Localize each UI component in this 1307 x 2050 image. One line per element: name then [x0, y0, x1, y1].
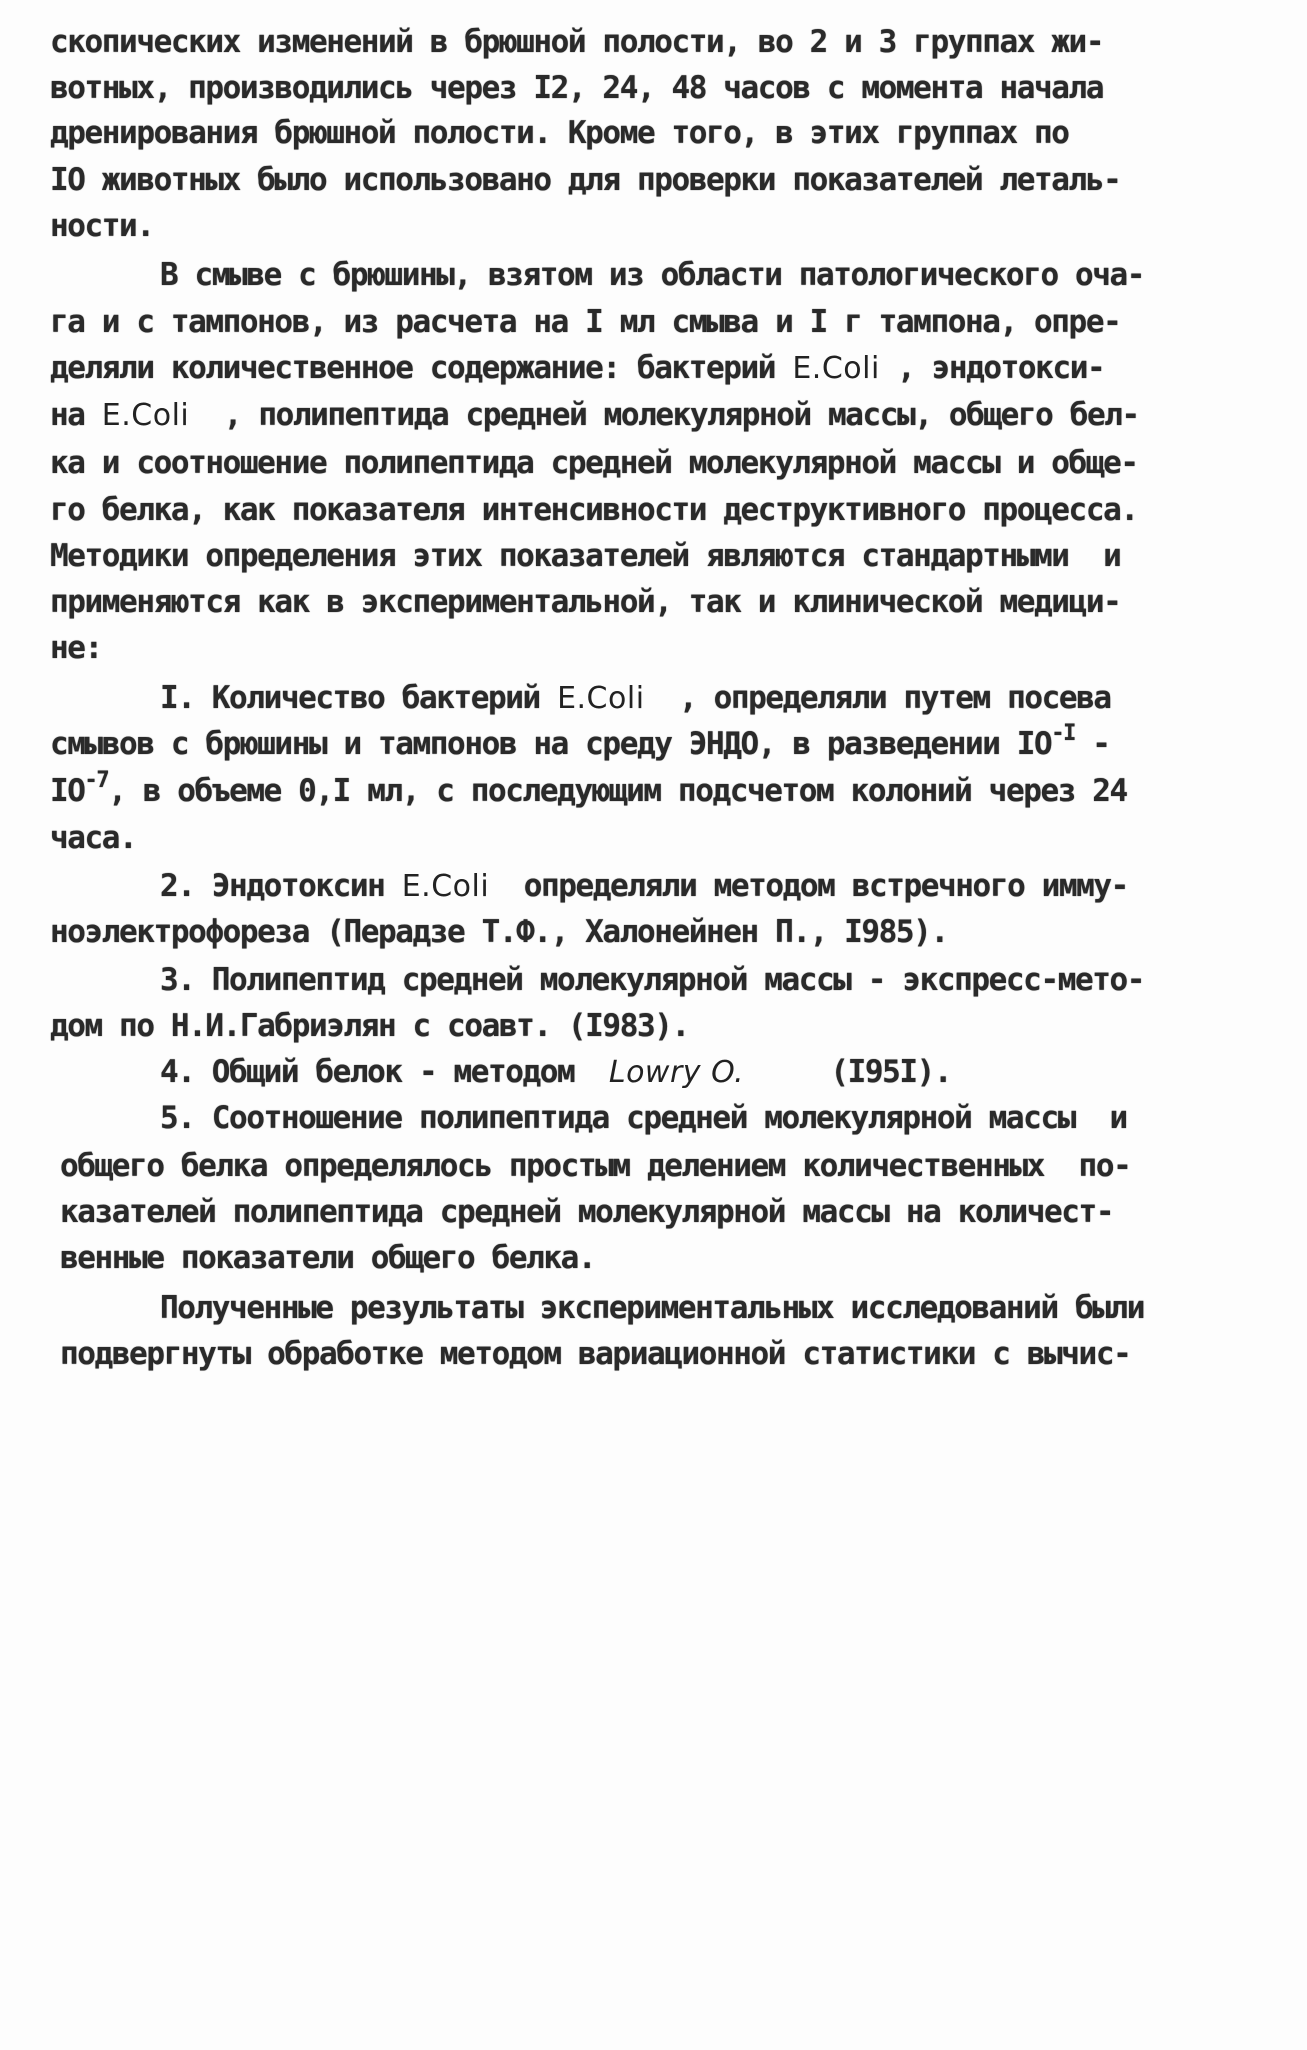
text-line: не:: [50, 630, 102, 666]
text-fragment: , эндотокси-: [879, 350, 1105, 386]
text-line: Полученные результаты экспериментальных исследований были: [160, 1290, 1145, 1326]
text-fragment: 2. Эндотоксин: [160, 868, 402, 904]
text-fragment: , определяли путем посева: [644, 680, 1111, 716]
list-item-line: 5. Соотношение полипептида средней молекулярной массы и: [160, 1100, 1127, 1136]
list-item-line: [50, 768, 1127, 811]
superscript: -7: [84, 768, 109, 793]
text-fragment: -: [1075, 726, 1110, 762]
superscript: -I: [1051, 721, 1075, 746]
list-item-line: часа.: [50, 820, 137, 856]
text-fragment: , полипептида средней молекулярной массы, общего бел-: [189, 397, 1139, 433]
text-line: дренирования брюшной полости. Кроме того, в этих группах по: [50, 115, 1069, 151]
text-line: [50, 395, 1139, 436]
list-item-line: 3. Полипептид средней молекулярной массы - экспресс-мето-: [160, 962, 1145, 998]
text-line: га и с тампонов, из расчета на I мл смыва и I г тампона, опре-: [50, 304, 1121, 340]
list-item-line: дом по Н.И.Габриэлян с соавт. (I983).: [50, 1008, 689, 1044]
text-fragment: I. Количество бактерий: [160, 680, 558, 716]
text-line: В смыве с брюшины, взятом из области патологического оча-: [160, 257, 1145, 293]
list-item-line: [160, 678, 1111, 719]
text-line: вотных, производились через I2, 24, 48 часов с момента начала: [50, 70, 1104, 106]
text-fragment: , в объеме 0,I мл, с последующим подсчетом колоний через 24: [108, 773, 1127, 809]
list-item-line: [50, 721, 1110, 764]
text-fragment: смывов с брюшины и тампонов на среду ЭНДО, в разведении IO: [50, 726, 1052, 762]
handwritten-author: Lowry O.: [608, 1055, 745, 1090]
text-line: [50, 348, 1104, 389]
list-item-line: [160, 866, 1128, 907]
list-item-line: венные показатели общего белка.: [60, 1240, 596, 1276]
text-fragment: IO: [50, 773, 85, 809]
text-line: ка и соотношение полипептида средней молекулярной массы и обще-: [50, 445, 1138, 481]
list-item-line: [160, 1052, 951, 1093]
text-fragment: 4. Общий белок - методом: [160, 1054, 609, 1090]
text-fragment: деляли количественное содержание: бактерий: [50, 350, 793, 386]
text-fragment: (I95I).: [744, 1054, 952, 1090]
text-line: скопических изменений в брюшной полости, во 2 и 3 группах жи-: [50, 24, 1104, 60]
list-item-line: ноэлектрофореза (Перадзе Т.Ф., Халонейнен П., I985).: [50, 914, 948, 950]
handwritten-ecoli: E.Coli: [401, 869, 490, 904]
handwritten-ecoli: E.Coli: [792, 351, 880, 386]
handwritten-ecoli: E.Coli: [557, 681, 645, 716]
text-fragment: на: [50, 397, 102, 433]
text-line: ности.: [50, 208, 154, 244]
list-item-line: общего белка определялось простым делением количественных по-: [60, 1148, 1131, 1184]
text-line: го белка, как показателя интенсивности деструктивного процесса.: [50, 492, 1138, 528]
text-fragment: определяли методом встречного имму-: [489, 868, 1128, 904]
list-item-line: казателей полипептида средней молекулярной массы на количест-: [60, 1194, 1114, 1230]
handwritten-ecoli: E.Coli: [101, 398, 190, 433]
text-line: IO животных было использовано для проверки показателей леталь-: [50, 162, 1121, 198]
text-line: Методики определения этих показателей являются стандартными и: [50, 538, 1121, 574]
text-line: подвергнуты обработке методом вариационной статистики с вычис-: [60, 1336, 1131, 1372]
text-line: применяются как в экспериментальной, так и клинической медици-: [50, 584, 1121, 620]
